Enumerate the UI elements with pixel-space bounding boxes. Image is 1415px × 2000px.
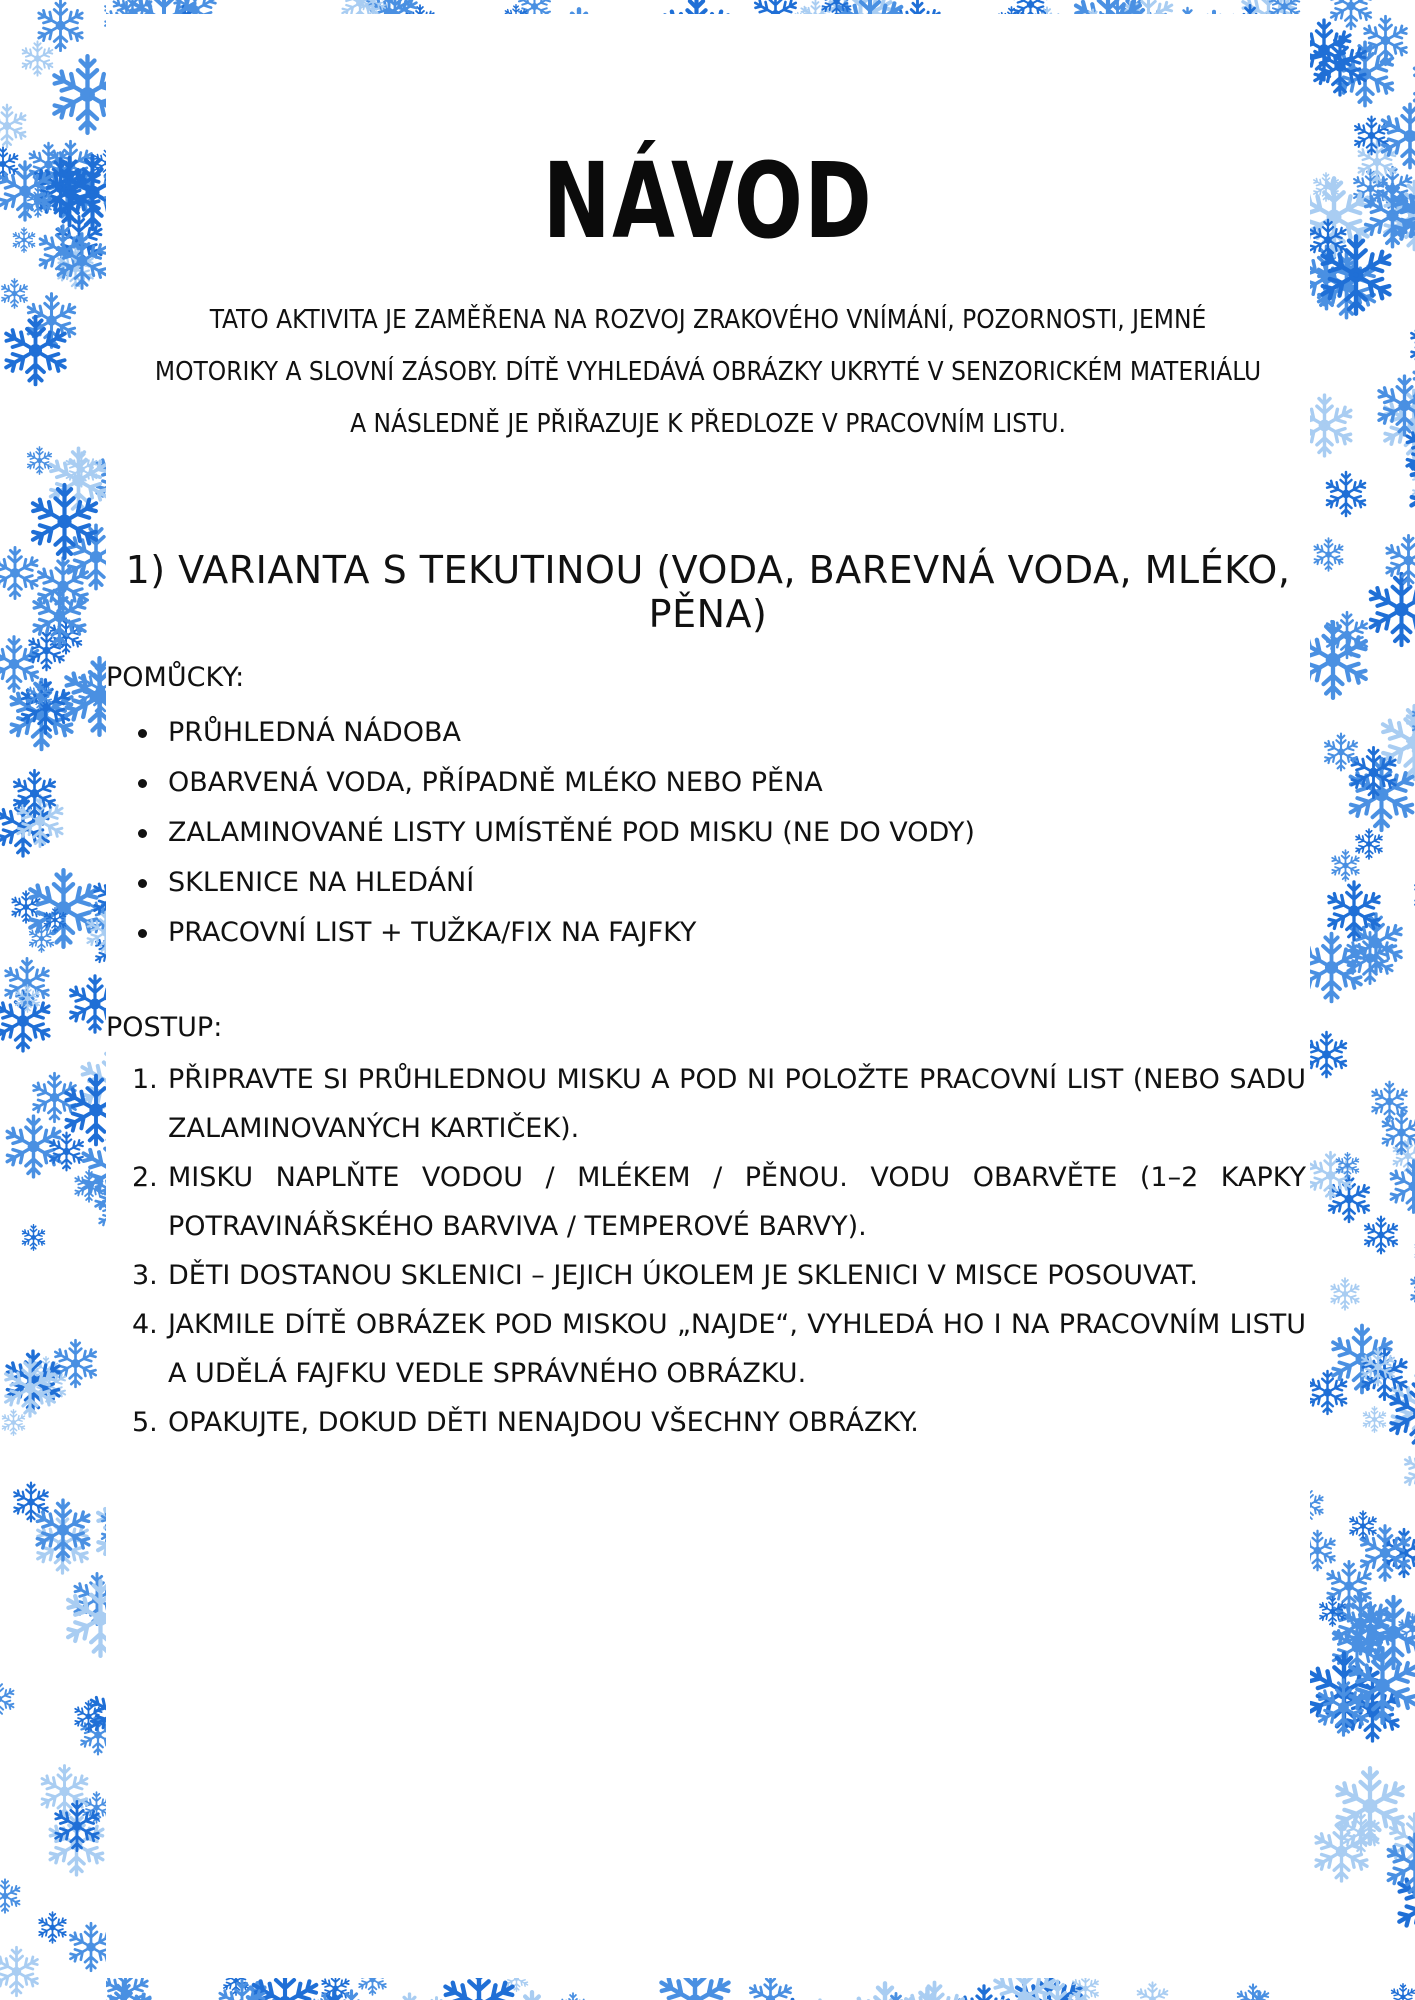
- list-item: [106, 808, 1286, 858]
- snowflake-icon: [1310, 536, 1347, 573]
- step-text: PŘIPRAVTE SI PRŮHLEDNOU MISKU A POD NI POLOŽTE PRACOVNÍ LIST (NEBO SADU ZALAMINOVANÝCH KARTIČEK).: [168, 1064, 1306, 1144]
- snowflake-icon: [1384, 1157, 1415, 1216]
- snowflake-icon: [96, 1502, 106, 1553]
- snowflake-icon: [1409, 795, 1415, 875]
- snowflake-icon: [0, 1356, 62, 1420]
- tools-label: POMŮCKY:: [106, 662, 245, 693]
- snowflake-icon: [0, 1680, 18, 1718]
- snowflake-icon: [1408, 700, 1415, 742]
- step-item: [106, 1300, 1306, 1398]
- snowflake-icon: [49, 1798, 105, 1854]
- step-text: JAKMILE DÍTĚ OBRÁZEK POD MISKOU „NAJDE“, VYHLEDÁ HO I NA PRACOVNÍM LISTU A UDĚLÁ FAJFKU VEDLE SPRÁVNÉHO OBRÁZKU.: [168, 1309, 1306, 1389]
- step-number: 4.: [132, 1309, 158, 1340]
- snowflake-icon: [0, 1944, 44, 1999]
- snowflake-icon: [21, 185, 55, 219]
- snowflake-icon: [1327, 1276, 1363, 1312]
- list-item-text: PRŮHLEDNÁ NÁDOBA: [168, 717, 461, 748]
- step-item: [106, 1251, 1306, 1300]
- snowflake-icon: [98, 160, 106, 220]
- snowflake-icon: [1380, 532, 1415, 589]
- step-number: 2.: [132, 1162, 158, 1193]
- bullet-icon: [138, 829, 147, 838]
- intro-line: A NÁSLEDNĚ JE PŘIŘAZUJE K PŘEDLOZE V PRACOVNÍM LISTU.: [350, 409, 1066, 439]
- step-text: DĚTI DOSTANOU SKLENICI – JEJICH ÚKOLEM JE SKLENICI V MISCE POSOUVAT.: [168, 1260, 1198, 1291]
- snowflake-icon: [0, 312, 74, 389]
- snowflake-icon: [1380, 1830, 1415, 1900]
- snowflake-icon: [58, 1576, 106, 1661]
- snowflake-icon: [1310, 1528, 1340, 1573]
- snowflake-icon: [1384, 173, 1415, 259]
- snowflake-icon: [0, 277, 31, 310]
- snowflake-icon: [1340, 1643, 1415, 1728]
- snowflake-icon: [1321, 469, 1371, 519]
- step-text: OPAKUJTE, DOKUD DĚTI NENAJDOU VŠECHNY OBRÁZKY.: [168, 1407, 919, 1438]
- list-item-text: OBARVENÁ VODA, PŘÍPADNĚ MLÉKO NEBO PĚNA: [168, 767, 823, 798]
- snowflake-icon: [63, 972, 106, 1036]
- snowflake-icon: [82, 909, 106, 956]
- step-text: MISKU NAPLŇTE VODOU / MLÉKEM / PĚNOU. VODU OBARVĚTE (1–2 KAPKY POTRAVINÁŘSKÉHO BARVIVA / TEMPEROVÉ BARVY).: [168, 1162, 1306, 1242]
- snowflake-icon: [1388, 1982, 1415, 2000]
- snowflake-icon: [1333, 1151, 1362, 1180]
- snowflake-icon: [51, 230, 106, 292]
- snowflake-icon: [99, 752, 106, 834]
- snowflake-icon: [1406, 1267, 1415, 1312]
- snowflake-icon: [71, 1699, 106, 1734]
- snowflake-icon: [1374, 100, 1415, 172]
- snowflake-icon: [1367, 1079, 1412, 1124]
- step-item: [106, 1055, 1306, 1153]
- step-number: 3.: [132, 1260, 158, 1291]
- snowflake-icon: [1310, 391, 1359, 460]
- bullet-icon: [138, 729, 147, 738]
- list-item: [106, 758, 1286, 808]
- bullet-icon: [138, 929, 147, 938]
- list-item: [106, 708, 1286, 758]
- list-item: [106, 908, 1286, 958]
- snowflake-icon: [29, 1496, 97, 1564]
- step-number: 1.: [132, 1064, 158, 1095]
- snowflake-border-left: [0, 0, 106, 2000]
- snowflake-icon: [23, 480, 106, 563]
- steps-list: [106, 1055, 1306, 1447]
- snowflake-icon: [1310, 929, 1370, 1006]
- snowflake-icon: [12, 983, 43, 1014]
- snowflake-border-right: [1310, 0, 1415, 2000]
- snowflake-icon: [1354, 1522, 1415, 1584]
- list-item-text: ZALAMINOVANÉ LISTY UMÍSTĚNÉ POD MISKU (NE DO VODY): [168, 817, 975, 848]
- page-title: NÁVOD: [542, 140, 874, 262]
- snowflake-icon: [1399, 417, 1415, 485]
- steps-label: POSTUP:: [106, 1012, 223, 1043]
- snowflake-icon: [1410, 873, 1415, 917]
- snowflake-icon: [74, 1131, 106, 1211]
- snowflake-icon: [0, 1877, 24, 1915]
- snowflake-icon: [1406, 353, 1415, 422]
- snowflake-icon: [1310, 33, 1373, 99]
- tools-list: [106, 708, 1286, 958]
- intro-paragraph: [106, 294, 1310, 450]
- list-item-text: SKLENICE NA HLEDÁNÍ: [168, 867, 475, 898]
- section-heading: 1) VARIANTA S TEKUTINOU (VODA, BAREVNÁ VODA, MLÉKO, PĚNA): [125, 548, 1291, 636]
- list-item-text: PRACOVNÍ LIST + TUŽKA/FIX NA FAJFKY: [168, 917, 697, 948]
- intro-line: MOTORIKY A SLOVNÍ ZÁSOBY. DÍTĚ VYHLEDÁVÁ OBRÁZKY UKRYTÉ V SENZORICKÉM MATERIÁLU: [154, 357, 1262, 387]
- snowflake-icon: [1310, 1487, 1327, 1523]
- snowflake-icon: [8, 767, 61, 820]
- snowflake-icon: [1320, 731, 1362, 773]
- content: [106, 0, 1310, 2000]
- snowflake-icon: [24, 680, 55, 711]
- snowflake-icon: [64, 1920, 106, 1974]
- snowflake-icon: [0, 102, 31, 150]
- bullet-icon: [138, 879, 147, 888]
- snowflake-icon: [1399, 1445, 1415, 1497]
- list-item: [106, 858, 1286, 908]
- snowflake-icon: [19, 1223, 48, 1252]
- bullet-icon: [138, 779, 147, 788]
- step-item: [106, 1398, 1306, 1447]
- snowflake-icon: [26, 583, 93, 650]
- step-item: [106, 1153, 1306, 1251]
- snowflake-icon: [41, 906, 69, 934]
- snowflake-icon: [44, 51, 106, 138]
- intro-line: TATO AKTIVITA JE ZAMĚŘENA NA ROZVOJ ZRAKOVÉHO VNÍMÁNÍ, POZORNOSTI, JEMNÉ: [209, 305, 1207, 335]
- step-number: 5.: [132, 1407, 158, 1438]
- snowflake-icon: [1357, 1346, 1399, 1388]
- snowflake-icon: [10, 226, 38, 254]
- snowflake-icon: [1310, 1818, 1375, 1885]
- snowflake-icon: [56, 653, 106, 740]
- snowflake-icon: [1310, 1029, 1352, 1080]
